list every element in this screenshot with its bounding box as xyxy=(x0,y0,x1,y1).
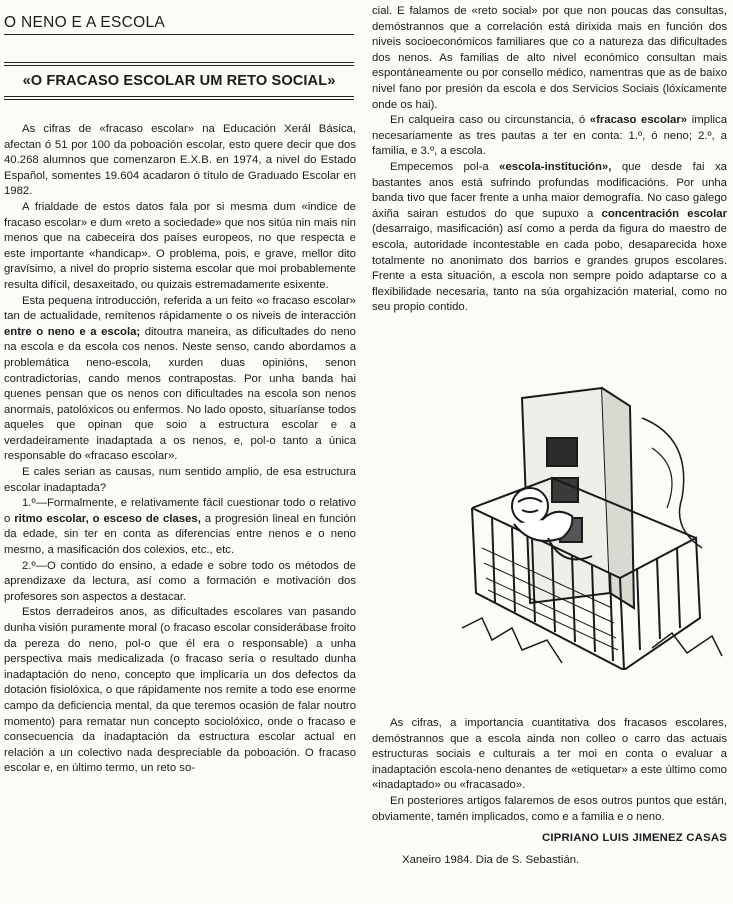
article-headline: «O FRACASO ESCOLAR UM RETO SOCIAL» xyxy=(22,73,336,89)
left-paragraph-2: A frialdade de estos datos fala por si mesma dum «indice de fracaso escolar» e dum «reto a sociedade» que nos sitúa nin mais nin menos que na cabeceira dos países europeos, no que respecta e este importante «handicap». O problema, pois, e grave, mellor dito gravísimo, a nivel do proprio sistema escolar que moi probablemente resulta difícil, desaxeitado, ou quizais estremadamente esixente. xyxy=(4,200,356,291)
left-paragraph-7: Estos derradeiros anos, as dificultades escolares van pasando dunha visión puramente moral (o fracaso escolar considerábase froito da pereza do neno, pol-o que él era o responsable) a unha perspectiva mais medicalizada (o fracaso sería o resultado dunha inadaptación do neno, concepto que implicaría un dos defectos da dotación fisiolóxica, o que rápidamente nos remite a todo ese enorme campo da deficiencia mental, da que teremos ocasión de falar noutro momento) para rematar nun concepto sociolóxico, onde o fracaso e consecuencia da inadaptación da estructura escolar actual en relación a un colectivo nada despreciable da poboación. O fracaso escolar e, en último termo, un reto so- xyxy=(4,606,356,775)
left-paragraph-6: 2.º—O contido do ensino, a edade e sobre todo os métodos de aprendizaxe da lectura, así como a formación e motivación dos profesores son aspectos a destacar. xyxy=(4,559,356,603)
author-byline: CIPRIANO LUIS JIMENEZ CASAS xyxy=(541,832,727,845)
right-paragraph-1: cial. E falamos de «reto social» por que non poucas das consultas, demóstrannos que a correlación está dirixida mais en función dos niveis socioeconómicos familiares que co a natureza das dificultades dos nenos. As familias de alto nivel económico consultan mais espontáneamente ou por consello médico, namentras que as de baixo nivel fano por presión da escola e dos Servicios Sociais (lóxicamente onde os hai). xyxy=(372,5,727,111)
child-in-crib-illustration xyxy=(452,378,728,670)
left-paragraph-3: Esta pequena introducción, referida a un feito «o fracaso escolar» tan de actualidade, remítenos rápidamente o os niveis de interacción entre o neno e a escola; ditoutra maneira, as dificultades do neno na escola e da escola cos nenos. Neste senso, cando abordamos a problemática neno-escola, xurden duas opinións, senon contradictorias, cando menos contrapostas. Por unha banda hai quenes pensan que os nenos con dificultades na escola son nenos anormais, patolóxicos ou enfermos. No lado oposto, situaríanse todos aqueles que opinan que soio a estructura escolar e a verdadeiramente inadaptada a os nenos, e, pol-o tanto a única responsable do «fracaso escolar». xyxy=(4,294,356,463)
right-column-conclusion xyxy=(372,716,727,868)
right-paragraph-2: En calqueira caso ou circunstancia, ó «fracaso escolar» implica necesariamente as tres pautas a ter en conta: 1.º, ó neno; 2.º, a familia, e 3.º, a escola. xyxy=(372,114,727,158)
dateline: Xaneiro 1984. Dia de S. Sebastián. xyxy=(402,853,580,866)
bold-phrase: «escola-institución», xyxy=(499,160,612,173)
bold-phrase: ritmo escolar, o esceso de clases, xyxy=(14,512,201,525)
left-paragraph-5: 1.º—Formalmente, e relativamente fácil cuestionar todo o relativo o ritmo escolar, o esceso de clases, a progresión lineal en función da edade, sin ter en conta as diferencias entre nenos e o neno mesmo, a masificación dos colexios, etc., etc. xyxy=(4,497,356,557)
bold-phrase: concentración escolar xyxy=(601,207,727,220)
headline-rules xyxy=(4,96,354,102)
section-title: O NENO E A ESCOLA xyxy=(4,14,354,35)
left-paragraph-1: As cifras de «fracaso escolar» na Educación Xerál Básica, afectan ó 51 por 100 da poboación escolar, esto quere decir que dos 40.268 alumnos que comenzaron E.X.B. en 1974, a nivel do Estado Español, somentes 19.604 acadaron ó título de Graduado Escolar en 1982. xyxy=(4,123,356,198)
right-paragraph-3: Empecemos pol-a «escola-institución», que desde fai xa bastantes anos está sufrindo profundas modificacións. Por unha banda tivo que facer frente a unha maior demografía. No caso galego áxiña sairan estudos do que supuxo a concentración escolar (desarraigo, masificación) así como a perda da figura do maestro de escola, autoridade incontestable en cada pobo, desaparecida hoxe totalmente no anonimato dos barrios e grandes grupos escolares. Frente a esta situación, a escola non sempre poido adaptarse co a flexibilidade necesaria, tanto na súa orgahización material, como no seu propio contido. xyxy=(372,160,727,314)
left-column xyxy=(4,122,356,777)
conclusion-paragraph-2: En posteriores artigos falaremos de esos outros puntos que están, obviamente, tamén implicados, como e a familia e o neno. xyxy=(372,794,727,823)
left-paragraph-4: E cales serian as causas, num sentido amplio, de esa estructura escolar inadaptada? xyxy=(4,466,356,494)
title-rules xyxy=(4,62,354,68)
right-column xyxy=(372,4,727,316)
bold-phrase: «fracaso escolar» xyxy=(589,114,688,127)
bold-phrase: entre o neno e a escola; xyxy=(4,325,141,338)
conclusion-paragraph-1: As cifras, a importancia cuantitativa dos fracasos escolares, demóstrannos que a escola ainda non colleo o carro das actuais estructuras sociais e culturais a ter moi en conta o evaluar a inadaptación escola-neno denantes de «etiquetar» a este último como «inadaptado» ou «fracasado». xyxy=(372,717,727,792)
